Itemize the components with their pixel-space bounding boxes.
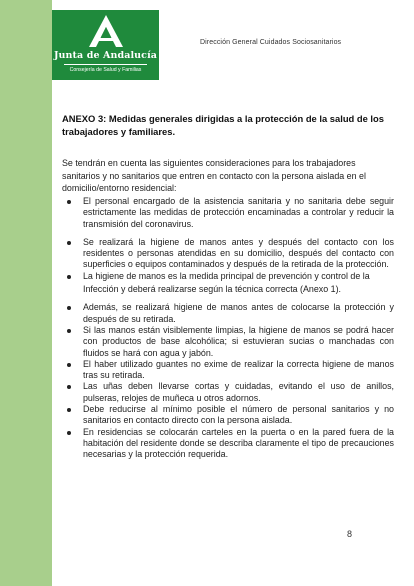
department-header: Dirección General Cuidados Sociosanitarios bbox=[200, 39, 342, 46]
junta-andalucia-logo bbox=[52, 10, 159, 80]
logo-subtitle: Consejería de Salud y Familias bbox=[69, 67, 142, 73]
side-decoration-band bbox=[0, 0, 52, 586]
list-item-text: Las uñas deben llevarse cortas y cuidadas, evitando el uso de anillos, pulseras, relojes de muñeca u otros adornos. bbox=[83, 381, 394, 403]
logo-title: Junta de Andalucía bbox=[53, 50, 158, 61]
list-item-text: Si las manos están visiblemente limpias, la higiene de manos se podrá hacer con productos de base alcohólica; si estuvieran sucias o manchadas con fluidos se hará con agua y jabón. bbox=[83, 324, 394, 358]
list-item-text: El personal encargado de la asistencia sanitaria y no sanitaria debe seguir estrictamente las medidas de protección encaminadas a controlar y reducir la transmisión del coronavirus. bbox=[83, 196, 394, 229]
bullet-icon bbox=[67, 275, 71, 279]
list-item-text: Además, se realizará higiene de manos antes de colocarse la protección y después de su retirada. bbox=[83, 302, 394, 324]
bullet-icon bbox=[67, 306, 71, 310]
intro-paragraph: Se tendrán en cuenta las siguientes consideraciones para los trabajadores sanitarios y no sanitarios que entren en contacto con la persona aislada en el domicilio/entorno residencial: bbox=[62, 158, 366, 193]
logo-divider bbox=[64, 64, 147, 65]
page-number: 8 bbox=[347, 529, 353, 539]
list-item bbox=[62, 359, 394, 382]
list-item-text: La higiene de manos es la medida principal de prevención y control de la bbox=[83, 270, 370, 281]
list-item bbox=[62, 404, 394, 427]
measures-list bbox=[62, 196, 394, 461]
bullet-icon bbox=[67, 241, 71, 245]
andalucia-a-emblem-icon bbox=[88, 14, 124, 48]
section-title: ANEXO 3: Medidas generales dirigidas a la protección de la salud de los trabajadores y familiares. bbox=[62, 113, 384, 137]
bullet-icon bbox=[67, 431, 71, 435]
list-item bbox=[62, 325, 394, 359]
bullet-icon bbox=[67, 408, 71, 412]
list-item-text: Debe reducirse al mínimo posible el número de personal sanitarios y no sanitarios en contacto directo con la persona aislada. bbox=[83, 404, 394, 426]
list-item-text: El haber utilizado guantes no exime de realizar la correcta higiene de manos tras su retirada. bbox=[83, 358, 394, 381]
list-item bbox=[62, 302, 394, 325]
list-item bbox=[62, 196, 394, 230]
list-item bbox=[62, 427, 394, 461]
bullet-icon bbox=[67, 200, 71, 204]
bullet-icon bbox=[67, 385, 71, 389]
list-item bbox=[62, 271, 394, 296]
list-item bbox=[62, 381, 394, 404]
bullet-icon bbox=[67, 329, 71, 333]
bullet-icon bbox=[67, 363, 71, 367]
list-item bbox=[62, 237, 394, 271]
list-item-continuation: Infección y deberá realizarse según la técnica correcta (Anexo 1). bbox=[83, 284, 342, 295]
list-item-text: En residencias se colocarán carteles en la puerta o en la pared fuera de la habitación del residente donde se describa claramente el tipo de precauciones necesarias y la protección requerida. bbox=[83, 426, 394, 460]
list-item-text: Se realizará la higiene de manos antes y después del contacto con los residentes o personas atendidas en su domicilio, después del contacto con superficies o equipos contaminados y después de la retirada de la protección. bbox=[83, 236, 394, 270]
